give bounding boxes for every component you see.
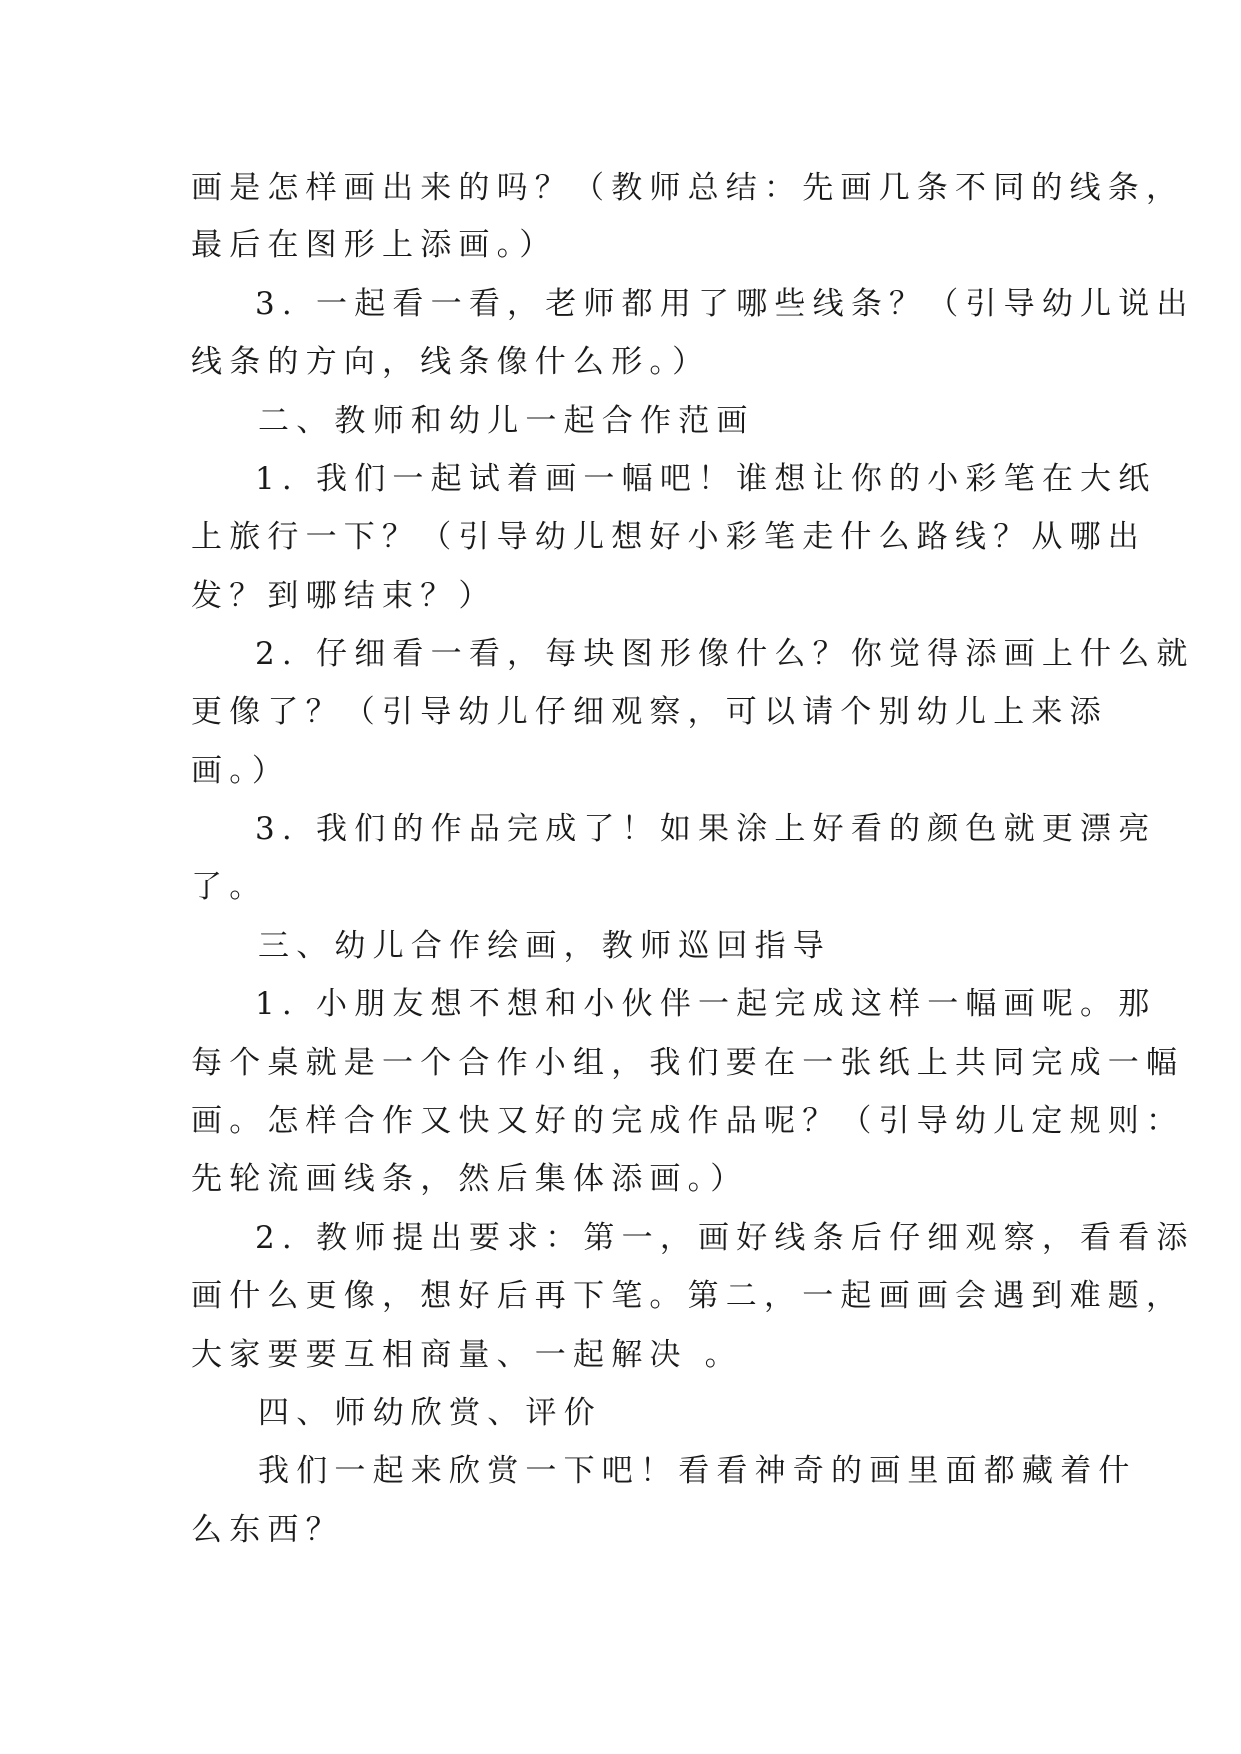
body-text-line: 画。） (191, 753, 291, 789)
body-text-line: 1. 小朋友想不想和小伙伴一起完成这样一幅画呢。那 (255, 986, 1157, 1022)
body-text-line: 线条的方向，线条像什么形。） (191, 344, 711, 380)
body-text-line: 画什么更像，想好后再下笔。第二，一起画画会遇到难题， (191, 1278, 1185, 1314)
body-text-line: 每个桌就是一个合作小组，我们要在一张纸上共同完成一幅 (191, 1045, 1185, 1081)
body-text-line: 最后在图形上添画。） (191, 227, 558, 263)
body-text-line: 3. 我们的作品完成了！如果涂上好看的颜色就更漂亮 (255, 811, 1157, 847)
body-text-line: 我们一起来欣赏一下吧！看看神奇的画里面都藏着什 (258, 1453, 1137, 1489)
body-text-line: 1. 我们一起试着画一幅吧！谁想让你的小彩笔在大纸 (255, 461, 1157, 497)
body-text-line: 先轮流画线条，然后集体添画。） (191, 1161, 749, 1197)
body-text-line: 了。 (191, 869, 268, 905)
body-text-line: 么东西？ (191, 1512, 344, 1548)
section-heading: 三、幼儿合作绘画，教师巡回指导 (258, 928, 831, 964)
body-text-line: 发？到哪结束？） (191, 578, 497, 614)
section-heading: 二、教师和幼儿一起合作范画 (258, 403, 755, 439)
body-text-line: 更像了？（引导幼儿仔细观察，可以请个别幼儿上来添 (191, 694, 1108, 730)
body-text-line: 2. 教师提出要求：第一，画好线条后仔细观察，看看添 (255, 1220, 1195, 1256)
body-text-line: 2. 仔细看一看，每块图形像什么？你觉得添画上什么就 (255, 636, 1195, 672)
body-text-line: 上旅行一下？（引导幼儿想好小彩笔走什么路线？从哪出 (191, 519, 1146, 555)
body-text-line: 画是怎样画出来的吗？（教师总结：先画几条不同的线条， (191, 170, 1185, 206)
section-heading: 四、师幼欣赏、评价 (258, 1395, 602, 1431)
body-text-line: 大家要要互相商量、一起解决 。 (191, 1337, 743, 1373)
body-text-line: 3. 一起看一看，老师都用了哪些线条？（引导幼儿说出 (255, 286, 1195, 322)
body-text-line: 画。怎样合作又快又好的完成作品呢？（引导幼儿定规则： (191, 1103, 1185, 1139)
